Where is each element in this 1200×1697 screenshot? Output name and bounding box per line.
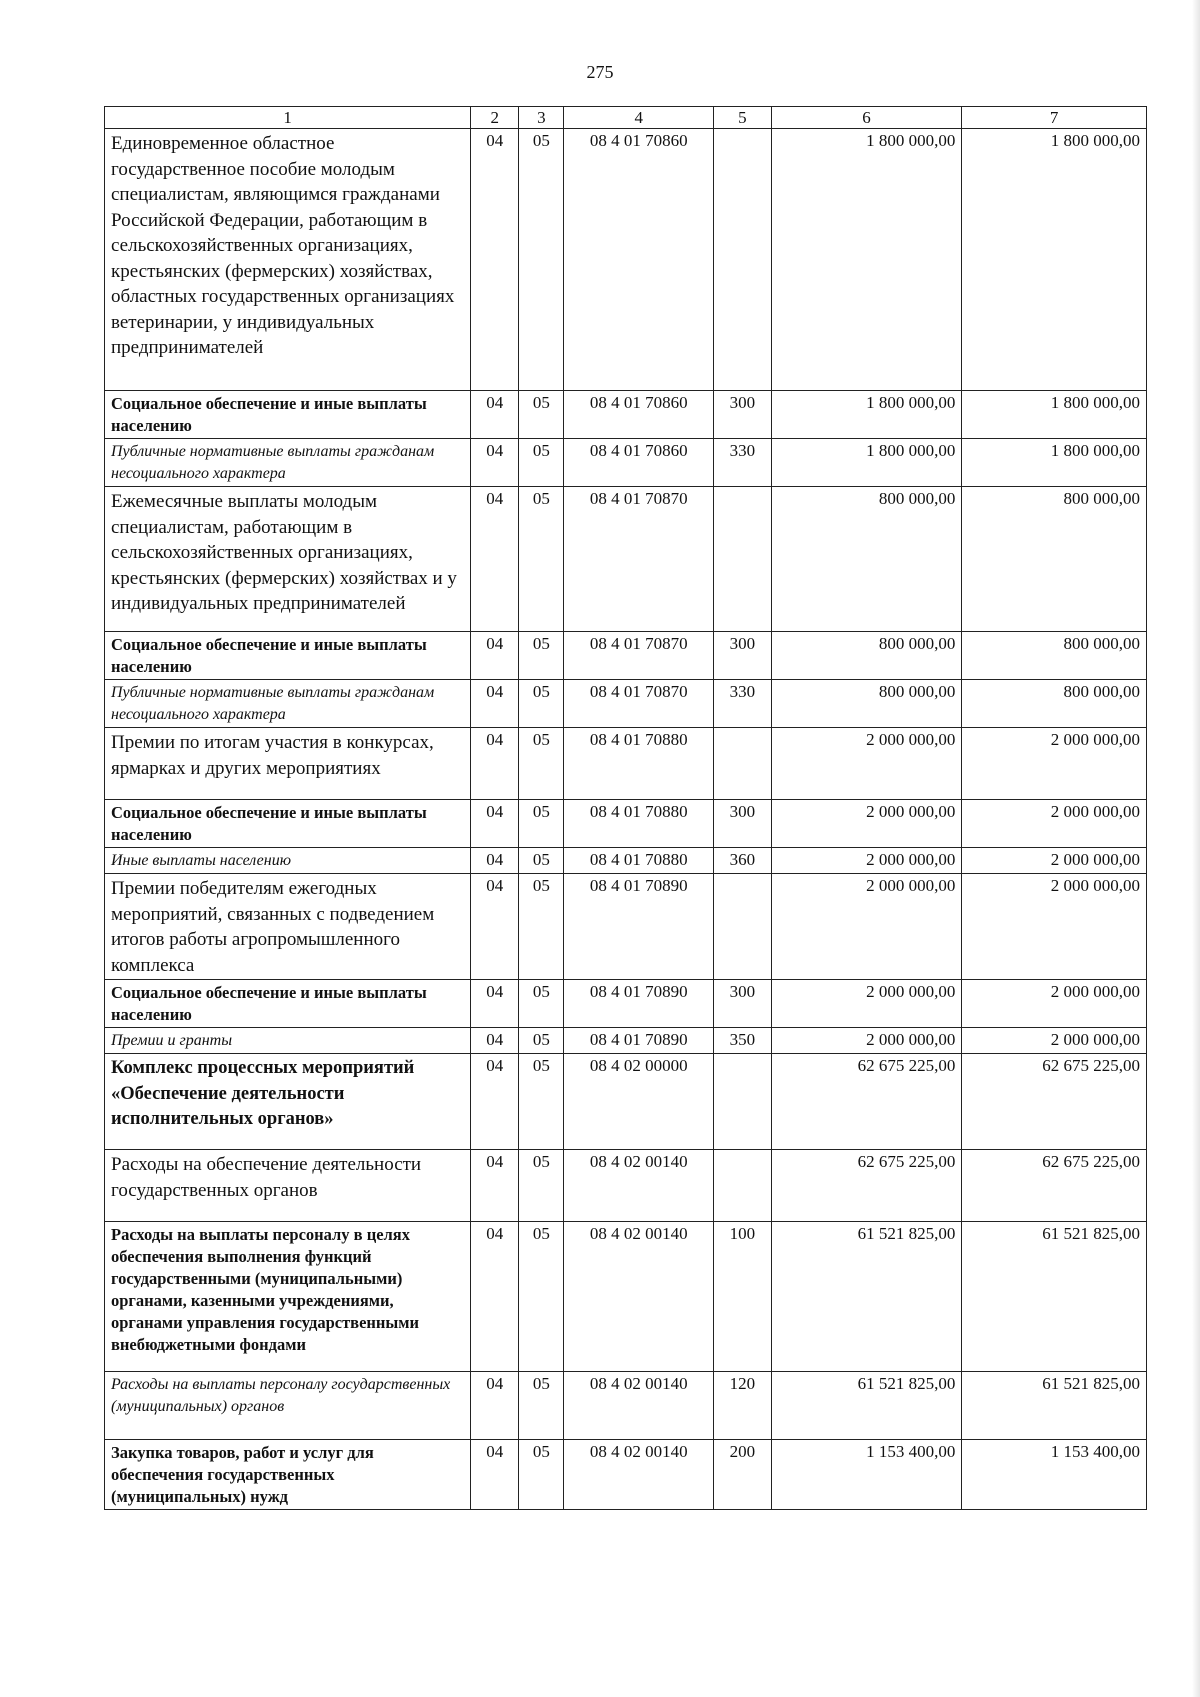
- row-description: Расходы на выплаты персоналу в целях обеспечения выполнения функций государственными (муниципальными) органами, казенными учреждениями, органами управления государственными внебюджетными фондами: [105, 1222, 471, 1372]
- row-amount-year-1: 61 521 825,00: [771, 1372, 962, 1440]
- row-expense-type: [714, 728, 771, 800]
- row-description: Единовременное областное государственное пособие молодым специалистам, являющимся гражданами Российской Федерации, работающим в сельскохозяйственных организациях, крестьянских (фермерских) хозяйствах, областных государственных организациях ветеринарии, у индивидуальных предпринимателей: [105, 129, 471, 391]
- row-target-article: 08 4 02 00140: [564, 1372, 714, 1440]
- row-amount-year-2: 800 000,00: [962, 632, 1147, 680]
- table-row: [105, 1372, 1147, 1440]
- row-section: 04: [471, 1028, 519, 1054]
- header-col-6: 6: [771, 107, 962, 129]
- row-expense-type: 100: [714, 1222, 771, 1372]
- row-expense-type: 300: [714, 632, 771, 680]
- row-section: 04: [471, 980, 519, 1028]
- row-description: Социальное обеспечение и иные выплаты населению: [105, 980, 471, 1028]
- row-expense-type: [714, 874, 771, 980]
- row-section: 04: [471, 728, 519, 800]
- row-section: 04: [471, 1440, 519, 1510]
- row-subsection: 05: [519, 1150, 564, 1222]
- table-row: [105, 1440, 1147, 1510]
- row-amount-year-1: 2 000 000,00: [771, 1028, 962, 1054]
- row-section: 04: [471, 800, 519, 848]
- row-amount-year-2: 1 800 000,00: [962, 439, 1147, 487]
- row-section: 04: [471, 848, 519, 874]
- row-description: Публичные нормативные выплаты гражданам несоциального характера: [105, 439, 471, 487]
- row-section: 04: [471, 129, 519, 391]
- budget-table: [104, 106, 1147, 1510]
- table-row: [105, 874, 1147, 980]
- row-amount-year-1: 2 000 000,00: [771, 728, 962, 800]
- header-col-5: 5: [714, 107, 771, 129]
- row-amount-year-2: 800 000,00: [962, 487, 1147, 632]
- row-expense-type: 360: [714, 848, 771, 874]
- row-target-article: 08 4 02 00140: [564, 1440, 714, 1510]
- header-col-4: 4: [564, 107, 714, 129]
- row-target-article: 08 4 02 00000: [564, 1054, 714, 1150]
- row-amount-year-2: 61 521 825,00: [962, 1372, 1147, 1440]
- row-amount-year-2: 2 000 000,00: [962, 1028, 1147, 1054]
- row-amount-year-1: 1 800 000,00: [771, 391, 962, 439]
- row-subsection: 05: [519, 1028, 564, 1054]
- row-section: 04: [471, 874, 519, 980]
- row-subsection: 05: [519, 1440, 564, 1510]
- table-row: [105, 129, 1147, 391]
- row-description: Закупка товаров, работ и услуг для обеспечения государственных (муниципальных) нужд: [105, 1440, 471, 1510]
- header-col-7: 7: [962, 107, 1147, 129]
- row-amount-year-1: 62 675 225,00: [771, 1150, 962, 1222]
- row-expense-type: [714, 1150, 771, 1222]
- row-amount-year-2: 62 675 225,00: [962, 1150, 1147, 1222]
- row-subsection: 05: [519, 980, 564, 1028]
- row-target-article: 08 4 01 70880: [564, 800, 714, 848]
- row-target-article: 08 4 01 70880: [564, 728, 714, 800]
- table-row: [105, 487, 1147, 632]
- row-amount-year-1: 1 800 000,00: [771, 129, 962, 391]
- row-description: Премии по итогам участия в конкурсах, ярмарках и других мероприятиях: [105, 728, 471, 800]
- header-row: [105, 107, 1147, 129]
- row-amount-year-2: 2 000 000,00: [962, 800, 1147, 848]
- row-subsection: 05: [519, 487, 564, 632]
- row-expense-type: [714, 487, 771, 632]
- row-section: 04: [471, 487, 519, 632]
- table-body: [105, 107, 1147, 1510]
- row-subsection: 05: [519, 1222, 564, 1372]
- row-description: Социальное обеспечение и иные выплаты населению: [105, 391, 471, 439]
- row-expense-type: 120: [714, 1372, 771, 1440]
- table-row: [105, 980, 1147, 1028]
- table-row: [105, 728, 1147, 800]
- row-section: 04: [471, 1054, 519, 1150]
- row-description: Ежемесячные выплаты молодым специалистам, работающим в сельскохозяйственных организациях, крестьянских (фермерских) хозяйствах и у индивидуальных предпринимателей: [105, 487, 471, 632]
- row-subsection: 05: [519, 848, 564, 874]
- row-subsection: 05: [519, 680, 564, 728]
- row-description: Иные выплаты населению: [105, 848, 471, 874]
- page-number: 275: [586, 62, 614, 82]
- row-target-article: 08 4 02 00140: [564, 1222, 714, 1372]
- row-target-article: 08 4 01 70880: [564, 848, 714, 874]
- row-description: Премии и гранты: [105, 1028, 471, 1054]
- row-amount-year-2: 2 000 000,00: [962, 874, 1147, 980]
- row-section: 04: [471, 1222, 519, 1372]
- row-description: Расходы на обеспечение деятельности государственных органов: [105, 1150, 471, 1222]
- row-target-article: 08 4 01 70870: [564, 680, 714, 728]
- table-row: [105, 800, 1147, 848]
- row-target-article: 08 4 01 70860: [564, 439, 714, 487]
- row-amount-year-1: 61 521 825,00: [771, 1222, 962, 1372]
- row-subsection: 05: [519, 1372, 564, 1440]
- row-expense-type: [714, 129, 771, 391]
- row-target-article: 08 4 01 70860: [564, 129, 714, 391]
- table-row: [105, 391, 1147, 439]
- table-row: [105, 439, 1147, 487]
- row-amount-year-2: 800 000,00: [962, 680, 1147, 728]
- row-subsection: 05: [519, 632, 564, 680]
- table-row: [105, 848, 1147, 874]
- row-target-article: 08 4 01 70870: [564, 632, 714, 680]
- row-expense-type: 300: [714, 800, 771, 848]
- row-expense-type: 300: [714, 980, 771, 1028]
- row-amount-year-1: 800 000,00: [771, 680, 962, 728]
- row-subsection: 05: [519, 874, 564, 980]
- row-subsection: 05: [519, 1054, 564, 1150]
- row-description: Публичные нормативные выплаты гражданам несоциального характера: [105, 680, 471, 728]
- row-section: 04: [471, 1372, 519, 1440]
- row-target-article: 08 4 01 70870: [564, 487, 714, 632]
- row-description: Премии победителям ежегодных мероприятий, связанных с подведением итогов работы агропромышленного комплекса: [105, 874, 471, 980]
- row-target-article: 08 4 01 70890: [564, 980, 714, 1028]
- header-col-3: 3: [519, 107, 564, 129]
- table-row: [105, 1222, 1147, 1372]
- row-target-article: 08 4 01 70890: [564, 1028, 714, 1054]
- row-description: Комплекс процессных мероприятий «Обеспечение деятельности исполнительных органов»: [105, 1054, 471, 1150]
- row-amount-year-1: 2 000 000,00: [771, 800, 962, 848]
- row-section: 04: [471, 391, 519, 439]
- row-amount-year-1: 800 000,00: [771, 487, 962, 632]
- table-row: [105, 1150, 1147, 1222]
- row-amount-year-1: 800 000,00: [771, 632, 962, 680]
- row-description: Социальное обеспечение и иные выплаты населению: [105, 632, 471, 680]
- row-amount-year-2: 62 675 225,00: [962, 1054, 1147, 1150]
- row-target-article: 08 4 01 70860: [564, 391, 714, 439]
- row-amount-year-2: 2 000 000,00: [962, 848, 1147, 874]
- row-description: Расходы на выплаты персоналу государственных (муниципальных) органов: [105, 1372, 471, 1440]
- row-amount-year-2: 2 000 000,00: [962, 980, 1147, 1028]
- row-description: Социальное обеспечение и иные выплаты населению: [105, 800, 471, 848]
- row-expense-type: 350: [714, 1028, 771, 1054]
- row-amount-year-1: 2 000 000,00: [771, 848, 962, 874]
- row-section: 04: [471, 680, 519, 728]
- row-amount-year-2: 1 153 400,00: [962, 1440, 1147, 1510]
- row-section: 04: [471, 632, 519, 680]
- row-expense-type: 300: [714, 391, 771, 439]
- row-expense-type: 330: [714, 439, 771, 487]
- row-target-article: 08 4 02 00140: [564, 1150, 714, 1222]
- row-amount-year-1: 1 153 400,00: [771, 1440, 962, 1510]
- row-subsection: 05: [519, 391, 564, 439]
- row-section: 04: [471, 1150, 519, 1222]
- row-amount-year-2: 1 800 000,00: [962, 391, 1147, 439]
- row-expense-type: 330: [714, 680, 771, 728]
- row-expense-type: 200: [714, 1440, 771, 1510]
- table-row: [105, 680, 1147, 728]
- row-amount-year-1: 2 000 000,00: [771, 874, 962, 980]
- row-subsection: 05: [519, 728, 564, 800]
- row-amount-year-2: 1 800 000,00: [962, 129, 1147, 391]
- row-amount-year-1: 62 675 225,00: [771, 1054, 962, 1150]
- row-subsection: 05: [519, 800, 564, 848]
- table-row: [105, 1028, 1147, 1054]
- row-expense-type: [714, 1054, 771, 1150]
- row-subsection: 05: [519, 439, 564, 487]
- header-col-2: 2: [471, 107, 519, 129]
- row-amount-year-1: 2 000 000,00: [771, 980, 962, 1028]
- row-amount-year-2: 2 000 000,00: [962, 728, 1147, 800]
- header-col-1: 1: [105, 107, 471, 129]
- table-row: [105, 632, 1147, 680]
- scan-edge: [1192, 0, 1200, 1697]
- row-target-article: 08 4 01 70890: [564, 874, 714, 980]
- row-subsection: 05: [519, 129, 564, 391]
- row-amount-year-1: 1 800 000,00: [771, 439, 962, 487]
- table-row: [105, 1054, 1147, 1150]
- row-section: 04: [471, 439, 519, 487]
- row-amount-year-2: 61 521 825,00: [962, 1222, 1147, 1372]
